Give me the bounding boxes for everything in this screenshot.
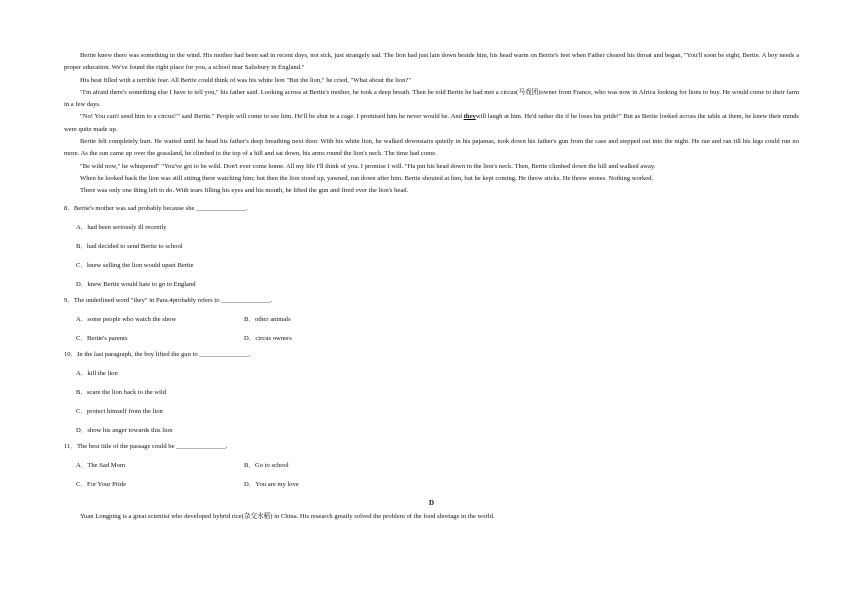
- option-c: C．knew selling the lion would upset Bertie: [76, 261, 194, 269]
- question-stem: 8．Bertie's mother was sad probably because she _______________.: [64, 204, 248, 212]
- option-b: B．had decided to send Bertie to school: [76, 242, 183, 250]
- option-a: A．kill the lion: [76, 369, 118, 377]
- passage-paragraph-1: Bertie knew there was something in the wind. His mother had been sad in recent days, not sick, just strangely sad. The lion had just lain down beside him, his head warm on Bertie's feet when Father cleared his throat and began, "You'll soon be eight, Bertie. A boy needs a proper education. We've found the right place for you, a school near Salisbury in England.": [64, 52, 799, 72]
- question-stem: 11．The best title of the passage could be _______________.: [64, 442, 228, 450]
- question-stem: 9．The underlined word "they" in Para.4probably refers to _______________.: [64, 296, 273, 304]
- passage-paragraph-6: "Be wild now," he whispered" "You've got to be wild. Don't ever come home. All my life I'll think of you. I promise I will. "Ha put his head down in the lion's neck. Then, Bertie climbed down the hill and walked away.: [80, 162, 656, 170]
- section-d-title: D: [428, 498, 435, 507]
- paragraph-4-text-b: will laugh at him. He'd rather die if he loses his pride!" But as Bertie looked across the table at them, he knew their minds were quite made up.: [64, 113, 799, 133]
- section-d-paragraph-1: Yuan Longping is a great scientist who developed hybrid rice(杂交水稻) in China. His research greatly solved the problem of the food shortage in the world.: [80, 512, 495, 520]
- question-10: [64, 350, 799, 436]
- option-a: A．some people who watch the show: [76, 315, 177, 323]
- option-d: D．show his anger towards this lion: [76, 426, 173, 434]
- option-c: C．protect himself from the lion: [76, 407, 163, 415]
- option-d: D．You are my love: [244, 480, 299, 488]
- option-a: A．had been seriously ill recently: [76, 223, 167, 231]
- option-b: B．scare the lion back to the wild: [76, 388, 167, 396]
- option-b: B．other animals: [244, 315, 291, 323]
- question-9: [64, 296, 799, 344]
- option-d: D．circus owners: [244, 334, 292, 342]
- question-11: [64, 442, 799, 490]
- option-c: C．Bertie's parents: [76, 334, 128, 342]
- passage-paragraph-8: There was only one thing left to do. With tears filling his eyes and his mouth, he lifted the gun and fired over the lion's head.: [80, 187, 409, 195]
- passage-paragraph-2: His heat filled with a terrible fear. All Bertie could think of was his white lion "But the lion," he cried, "What about the lion?": [80, 76, 412, 84]
- option-d: D．knew Bertie would hate to go to England: [76, 280, 196, 288]
- question-8: [64, 204, 799, 290]
- option-a: A．The Sad Mom: [76, 461, 126, 469]
- option-c: C．For Your Pride: [76, 480, 127, 488]
- question-stem: 10．In the last paragraph, the boy lifted the gun to _______________.: [64, 350, 251, 358]
- passage-paragraph-5: Bertie felt completely hurt. He waited until he head his father's deep breathing next door. With his white lion, he walked downstairs quietly in his pajamas, took down his father's gun from the case and stepped out into the night. He ran and ran till his legs could run no more. As the sun came up over the grassland, he climbed to the top of a hill and sat down, his arms round the lion's neck. The time had come.: [64, 138, 799, 158]
- option-b: B．Go to school: [244, 461, 289, 469]
- passage-paragraph-7: When he looked back the lion was still sitting there watching him; but then the lion stood up, yawned, ran down after him. Bertie shouted at him, but he kept coming. He threw sticks. He threw stones. Nothing worked.: [80, 174, 654, 182]
- underlined-word-they: they: [463, 113, 476, 121]
- passage-paragraph-3: "I'm afraid there's something else I have to tell you," his father said. Looking across at Bertie's mother, he took a deep breath. Then he told Bertie he had met a circus(马戏团)owner from France, who was now in Africa looking for lions to buy. He would come to their farm in a few days.: [64, 88, 799, 109]
- page-content: [64, 50, 799, 523]
- paragraph-4-text-a: "No! You can't send him to a circus!"' said Bertie." People will come to see him. He'll be shut in a cage. I promised him he never would be. And: [80, 113, 464, 121]
- passage-paragraph-4: [64, 111, 799, 136]
